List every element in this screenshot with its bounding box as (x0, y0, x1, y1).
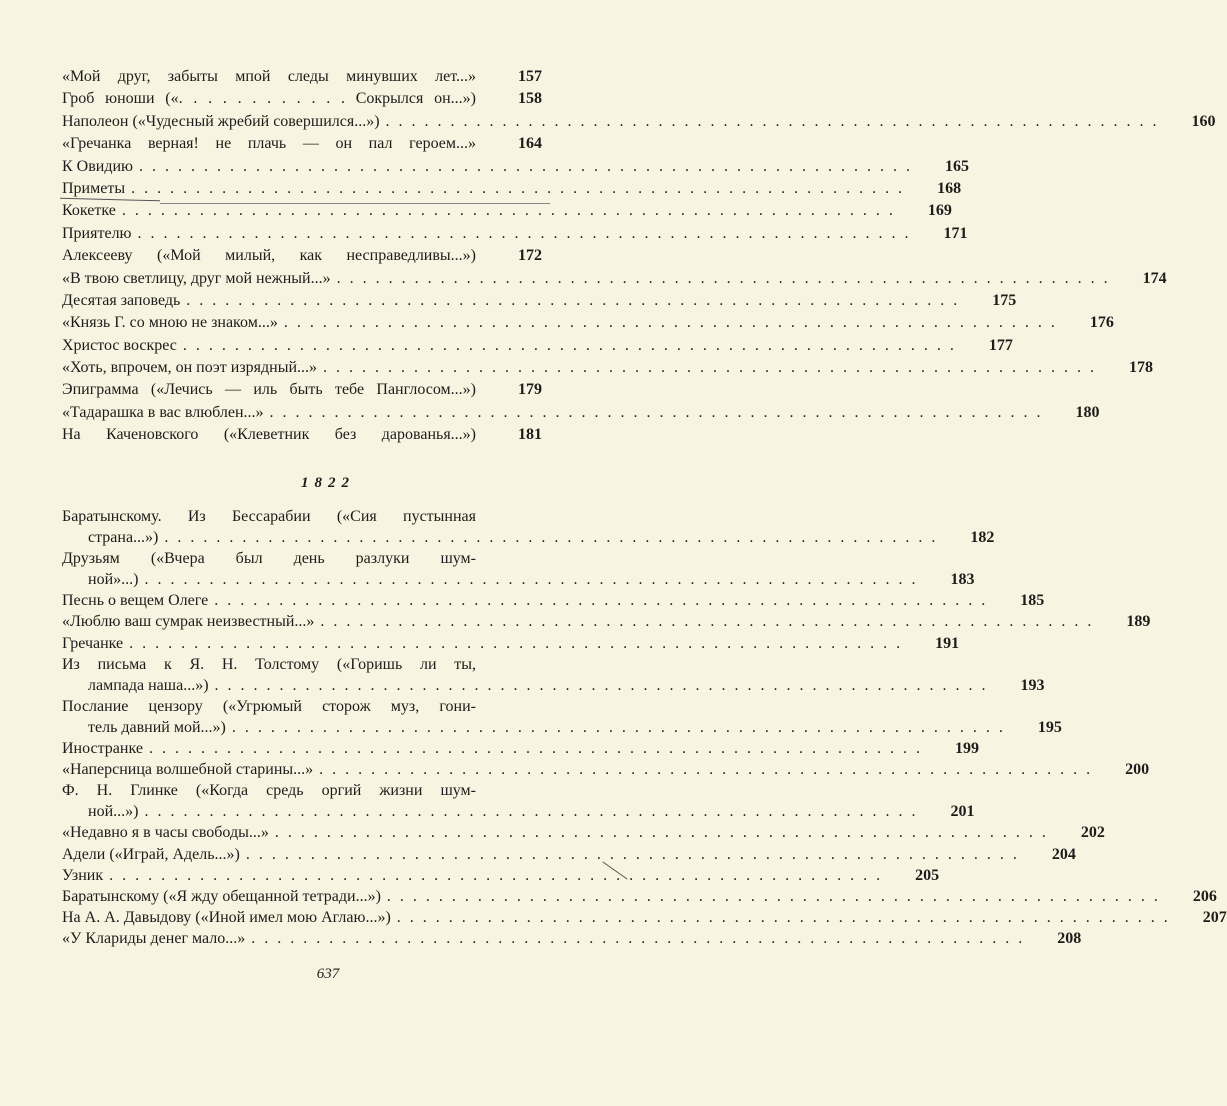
dot-leader: ............................................................ (186, 291, 967, 309)
toc-entry-line (62, 290, 1017, 312)
toc-entry-line (62, 178, 962, 200)
toc-entry-title: На Каченовского («Клеветник без дарованья...») (62, 426, 476, 444)
toc-entry-line (62, 402, 1100, 424)
toc-entry-line (62, 759, 1150, 780)
dot-leader: ............................................................ (283, 314, 1064, 332)
toc-entry-title: Десятая заповедь (62, 291, 181, 309)
dot-leader: ............................................................ (231, 718, 1012, 736)
toc-entry-line (62, 506, 542, 527)
toc-page-number: 172 (518, 247, 542, 265)
toc-entry-title: «Князь Г. со мною не знаком...» (62, 314, 278, 332)
toc-entry-line (62, 844, 1076, 865)
toc-entry-line (62, 696, 542, 717)
toc-entry-line (62, 548, 542, 569)
toc-page-number: 183 (950, 571, 975, 589)
toc-entry-title: Из письма к Я. Н. Толстому («Горишь ли ты, (62, 655, 476, 673)
toc-page-number: 179 (518, 381, 542, 399)
toc-entry-title: «Гречанка верная! не плачь — он пал героем...» (62, 135, 476, 153)
toc-page-number: 177 (988, 336, 1013, 354)
dot-leader: ............................................................ (320, 613, 1101, 631)
section-year-heading: 1822 (301, 475, 355, 491)
toc-entry-line (62, 312, 1114, 334)
toc-entry-line (62, 654, 542, 675)
toc-entry-line (62, 111, 1216, 133)
toc-entry-title: ной...») (88, 803, 139, 821)
toc-entry-title: лампада наша...») (88, 676, 209, 694)
toc-entry-title: Алексееву («Мой милый, как несправедливы...») (62, 247, 476, 265)
toc-page-number: 185 (1020, 592, 1045, 610)
toc-entry-line (62, 357, 1154, 379)
dot-leader: ............................................................ (109, 866, 890, 884)
toc-entry-title: Приятелю (62, 224, 132, 242)
toc-entry-title: ной»...) (88, 571, 139, 589)
dot-leader: ............................................................ (323, 359, 1104, 377)
toc-entry-title: Христос воскрес (62, 336, 177, 354)
pencil-underline-mark (160, 203, 550, 204)
dot-leader: ............................................................ (214, 592, 995, 610)
toc-page-number: 200 (1125, 761, 1150, 779)
toc-page-number: 180 (1075, 403, 1100, 421)
dot-leader: ............................................................ (164, 529, 945, 547)
dot-leader: ............................................................ (182, 336, 963, 354)
toc-entry-line (62, 822, 1105, 843)
toc-section-1821 (62, 66, 1216, 447)
dot-leader: ............................................................ (245, 845, 1026, 863)
toc-entry-line (62, 245, 542, 267)
dot-leader: ............................................................ (148, 740, 929, 758)
toc-page-number: 181 (518, 426, 542, 444)
toc-page-number: 205 (915, 866, 940, 884)
toc-page-number: 157 (518, 68, 542, 85)
toc-entry-line (62, 675, 1045, 696)
toc-page-number: 168 (937, 179, 962, 197)
toc-entry-title: «Мой друг, забыты мпой следы минувших лет...» (62, 68, 476, 85)
toc-entry-line (62, 886, 1217, 907)
toc-entry-line (62, 223, 968, 245)
toc-entry-line (62, 133, 542, 155)
toc-entry-line (62, 527, 995, 548)
toc-entry-title: тель давний мой...») (88, 718, 226, 736)
toc-entry-title: «Хоть, впрочем, он поэт изрядный...» (62, 359, 318, 377)
toc-entry-line (62, 424, 542, 446)
toc-page-number: 193 (1020, 676, 1045, 694)
toc-entry-title: Адели («Играй, Адель...») (62, 845, 240, 863)
toc-entry-title: К Овидию (62, 157, 133, 175)
toc-section-1822 (62, 506, 1227, 949)
toc-entry-title: «Недавно я в часы свободы...» (62, 824, 269, 842)
toc-entry-line (62, 66, 542, 88)
toc-entry-title: Песнь о вещем Олеге (62, 592, 209, 610)
toc-entry-line (62, 611, 1151, 632)
toc-page-number: 160 (1191, 112, 1216, 130)
toc-entry-line (62, 590, 1045, 611)
toc-entry-line (62, 907, 1227, 928)
toc-page-number: 164 (518, 135, 542, 153)
toc-entry-line (62, 633, 960, 654)
dot-leader: ............................................................ (269, 403, 1050, 421)
toc-entry-title: Иностранке (62, 740, 143, 758)
toc-entry-title: Кокетке (62, 202, 116, 220)
toc-entry-line (62, 717, 1062, 738)
toc-entry-line (62, 335, 1013, 357)
toc-page-number: 195 (1037, 718, 1062, 736)
toc-page-number: 208 (1057, 929, 1082, 947)
toc-page-number: 206 (1192, 887, 1217, 905)
toc-entry-title: Наполеон («Чудесный жребий совершился...») (62, 112, 380, 130)
toc-page-number: 191 (935, 634, 960, 652)
dot-leader: ............................................................ (131, 179, 912, 197)
toc-entry-title: «Тадарашка в вас влюблен...» (62, 403, 264, 421)
toc-page-number: 178 (1129, 359, 1154, 377)
toc-entry-title: Гроб юноши («. . . . . . . . . . . . Сокрылся он...») (62, 90, 476, 108)
dot-leader: ............................................................ (274, 824, 1055, 842)
toc-page-number: 176 (1089, 314, 1114, 332)
dot-leader: ............................................................ (386, 887, 1167, 905)
toc-page-number: 169 (927, 202, 952, 220)
toc-entry-title: «Наперсница волшебной старины...» (62, 761, 314, 779)
toc-page-number: 199 (954, 740, 979, 758)
toc-entry-title: Друзьям («Вчера был день разлуки шум- (62, 550, 476, 568)
toc-entry-line (62, 928, 1082, 949)
dot-leader: ............................................................ (139, 157, 919, 175)
toc-page-number: 201 (950, 803, 975, 821)
toc-page-number: 174 (1142, 269, 1167, 287)
toc-entry-line (62, 738, 979, 759)
dot-leader: ............................................................ (137, 224, 918, 242)
dot-leader: ............................................................ (214, 676, 995, 694)
dot-leader: ............................................................ (121, 202, 902, 220)
toc-entry-title: Узник (62, 866, 104, 884)
toc-entry-line (62, 569, 975, 590)
dot-leader: ............................................................ (144, 571, 925, 589)
toc-page-number: 207 (1202, 908, 1227, 926)
toc-entry-title: Баратынскому («Я жду обещанной тетради...») (62, 887, 381, 905)
toc-entry-line (62, 156, 969, 178)
dot-leader: ............................................................ (144, 803, 925, 821)
dot-leader: ............................................................ (336, 269, 1117, 287)
toc-entry-title: Приметы (62, 179, 126, 197)
toc-page-number: 204 (1051, 845, 1076, 863)
dot-leader: ............................................................ (396, 908, 1177, 926)
dot-leader: ............................................................ (319, 761, 1100, 779)
toc-entry-title: «Люблю ваш сумрак неизвестный...» (62, 613, 315, 631)
toc-entry-title: «У Клариды денег мало...» (62, 929, 246, 947)
toc-page-number: 189 (1126, 613, 1151, 631)
toc-entry-line (62, 88, 542, 110)
dot-leader: ............................................................ (129, 634, 910, 652)
toc-entry-line (62, 780, 542, 801)
toc-page-number: 171 (943, 224, 968, 242)
toc-page-number: 165 (945, 157, 969, 175)
page-number: 637 (316, 966, 340, 982)
toc-entry-title: Послание цензору («Угрюмый сторож муз, гони- (62, 697, 476, 715)
toc-entry-line (62, 268, 1167, 290)
toc-entry-title: Баратынскому. Из Бессарабии («Сия пустынная (62, 508, 476, 525)
toc-page-number: 158 (518, 90, 542, 108)
toc-page-number: 175 (992, 291, 1017, 309)
dot-leader: ............................................................ (385, 112, 1166, 130)
toc-entry-title: «В твою светлицу, друг мой нежный...» (62, 269, 331, 287)
toc-entry-title: страна...») (88, 529, 159, 547)
toc-page-number: 202 (1080, 824, 1105, 842)
dot-leader: ............................................................ (251, 929, 1032, 947)
toc-entry-line (62, 379, 542, 401)
toc-entry-line (62, 801, 975, 822)
toc-entry-line (62, 865, 940, 886)
toc-entry-title: Ф. Н. Глинке («Когда средь оргий жизни шум- (62, 782, 476, 800)
toc-entry-title: На А. А. Давыдову («Иной имел мою Аглаю...») (62, 908, 391, 926)
toc-entry-title: Эпиграмма («Лечись — иль быть тебе Панглосом...») (62, 381, 476, 399)
toc-page-number: 182 (970, 529, 995, 547)
toc-entry-title: Гречанке (62, 634, 124, 652)
